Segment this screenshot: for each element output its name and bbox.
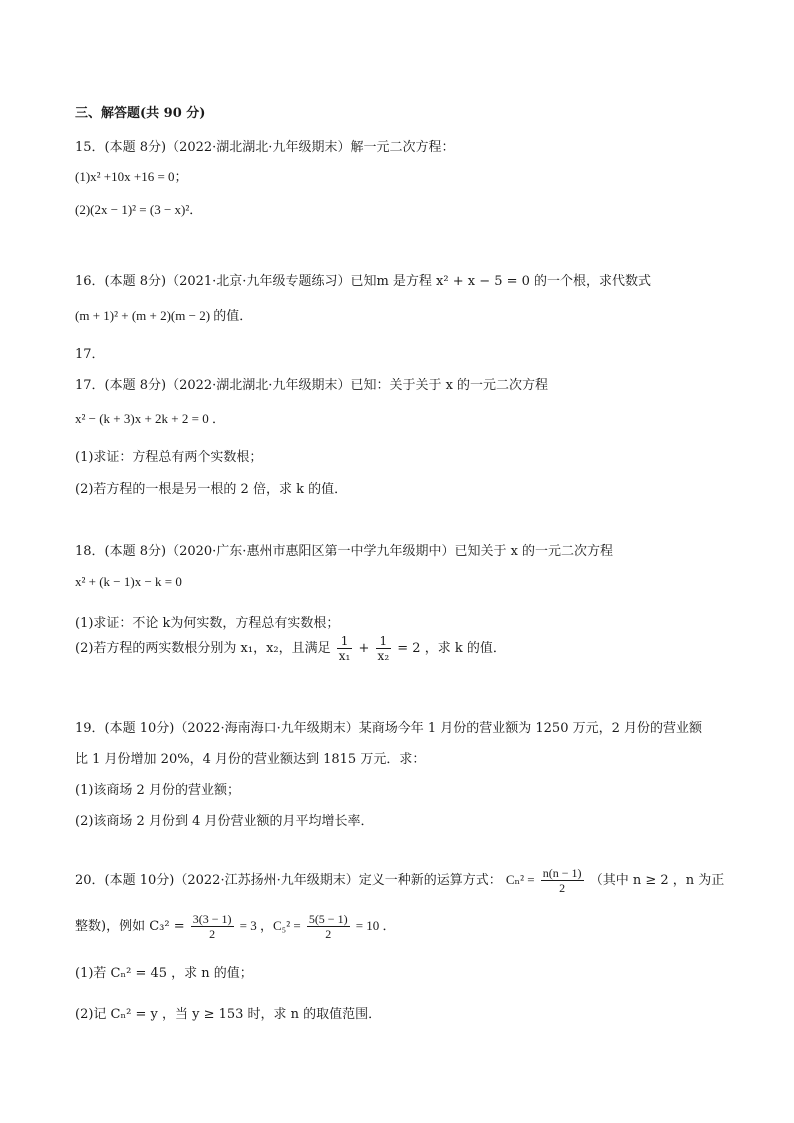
question-20-part-2: (2)记 Cₙ² = y ，当 y ≥ 153 时，求 n 的取值范围． — [75, 1007, 382, 1022]
question-18-part-2-end: = 2 ，求 k 的值． — [397, 641, 506, 656]
question-19-part-2: (2)该商场 2 月份到 4 月份营业额的月平均增长率． — [75, 814, 374, 829]
fraction-numerator: 3(3 − 1) — [192, 912, 232, 926]
question-19-stem: 19．(本题 10分)（2022·海南海口·九年级期末）某商场今年 1 月份的营业额为 1250 万元，2 月份的营业额 — [75, 721, 702, 736]
question-18-equation: x² + (k − 1)x − k = 0 — [75, 574, 182, 589]
fraction-denominator: x₂ — [377, 649, 390, 663]
question-17-stem: 17．(本题 8分)（2022·湖北湖北·九年级期末）已知：关于关于 x 的一元二次方程 — [75, 378, 549, 393]
question-17-number: 17． — [75, 347, 105, 362]
example-1-result: = 3 ，C₅² = — [239, 918, 301, 933]
fraction-numerator: 5(5 − 1) — [308, 912, 348, 926]
question-20-stem — [75, 866, 724, 895]
question-18-part-1: (1)求证：不论 k为何实数，方程总有实数根； — [75, 616, 340, 631]
question-15-part-2: (2)(2x − 1)² = (3 − x)²． — [75, 202, 203, 217]
fraction-numerator: 1 — [376, 634, 392, 649]
question-18-part-2-text: (2)若方程的两实数根分别为 x₁，x₂，且满足 — [75, 641, 331, 656]
question-20-stem-end: （其中 n ≥ 2 ，n 为正 — [589, 873, 725, 888]
plus-sign: + — [358, 641, 370, 656]
question-15-part-1: (1)x² +10x +16 = 0； — [75, 169, 188, 184]
fraction-denominator: 2 — [325, 927, 332, 941]
question-15-stem: 15．(本题 8分)（2022·湖北湖北·九年级期末）解一元二次方程： — [75, 140, 455, 155]
question-17-part-2: (2)若方程的一根是另一根的 2 倍，求 k 的值． — [75, 482, 348, 497]
question-20-line-2 — [75, 912, 396, 941]
fraction-numerator: 1 — [337, 634, 353, 649]
definition-lhs: Cₙ² = — [505, 872, 535, 887]
example-intro: 整数)，例如 C₃² = — [75, 919, 185, 934]
section-title: 三、解答题(共 90 分) — [75, 106, 206, 121]
question-17-equation: x² − (k + 3)x + 2k + 2 = 0 ． — [75, 411, 225, 426]
example-2-fraction — [307, 912, 350, 941]
fraction-denominator: 2 — [559, 881, 566, 895]
example-2-result: = 10 ． — [355, 918, 396, 933]
question-19-part-1: (1)该商场 2 月份的营业额； — [75, 783, 240, 798]
fraction-denominator: 2 — [209, 927, 216, 941]
definition-fraction — [541, 866, 584, 895]
question-20-stem-text: 20．(本题 10分)（2022·江苏扬州·九年级期末）定义一种新的运算方式： — [75, 873, 502, 888]
reciprocal-x2-fraction — [376, 634, 392, 663]
question-17-part-1: (1)求证：方程总有两个实数根； — [75, 450, 263, 465]
question-18-part-2 — [75, 634, 506, 663]
question-18-stem: 18．(本题 8分)（2020·广东·惠州市惠阳区第一中学九年级期中）已知关于 x 的一元二次方程 — [75, 544, 614, 559]
question-16-line-2: (m + 1)² + (m + 2)(m − 2) 的值． — [75, 308, 253, 323]
question-19-line-2: 比 1 月份增加 20%，4 月份的营业额达到 1815 万元．求： — [75, 752, 426, 767]
fraction-denominator: x₁ — [338, 649, 351, 663]
question-16-stem: 16．(本题 8分)（2021·北京·九年级专题练习）已知m 是方程 x² + x − 5 = 0 的一个根，求代数式 — [75, 274, 652, 289]
reciprocal-x1-fraction — [337, 634, 353, 663]
fraction-numerator: n(n − 1) — [542, 866, 582, 880]
example-1-fraction — [191, 912, 234, 941]
question-20-part-1: (1)若 Cₙ² = 45 ，求 n 的值； — [75, 966, 253, 981]
